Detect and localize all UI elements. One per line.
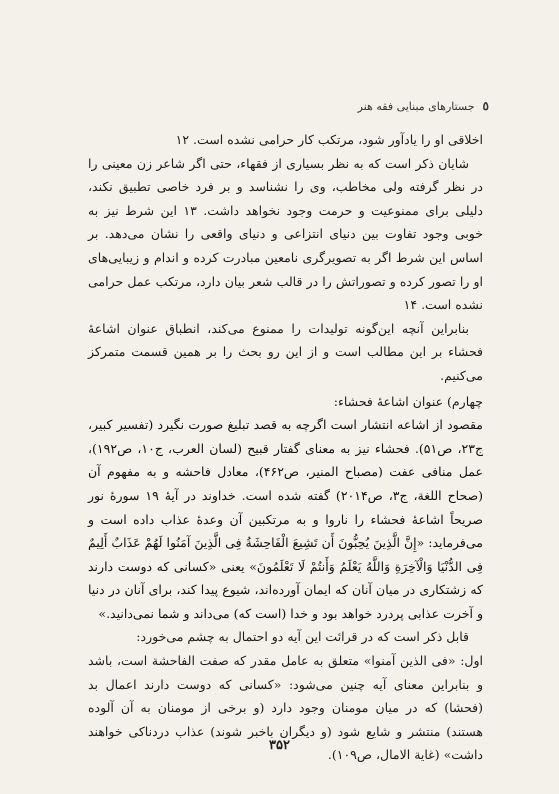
section-heading: چهارم) عنوان اشاعهٔ فحشاء: (333, 393, 483, 409)
body-text (88, 128, 483, 767)
paragraph-definition: مقصود از اشاعه انتشار است اگرچه به قصد تبلیغ صورت نگیرد (تفسیر کبیر، ج۲۳، ص۵۱). فحشاء نیز به معنای گفتار قبیح (لسان العرب، ج۱۰، ص۱۹۲)، عمل منافی عفت (مصباح المنیر، ص۴۶۲)، معادل فاحشه و به مفهوم آن (صحاح اللغة، ج۳، ص۲۰۱۴) گفته شده است. خداوند در آیهٔ ۱۹ سورهٔ نور صریحاً اشاعهٔ فحشاء را ناروا و به مرتکبین آن وعدهٔ عذاب داده است و می‌فرماید: «إِنَّ الَّذِینَ یُحِبُّونَ أَن تَشِیعَ الْفَاحِشَةُ فِی الَّذِینَ آمَنُوا لَهُمْ عَذَابٌ أَلِیمٌ فِی الدُّنْیَا وَالْآخِرَةِ وَاللَّهُ یَعْلَمُ وَأَنتُمْ لَا تَعْلَمُونَ» یعنی «کسانی که دوست دارند که زشتکاری در میان آنان که ایمان آورده‌اند، شیوع پیدا کند، برای آنان در دنیا و آخرت عذابی پردرد خواهد بود و خدا (است که) می‌داند و شما نمی‌دانید.» (88, 417, 484, 621)
paragraph-first-reading: اول: «فی الذین آمنوا» متعلق به عامل مقدر که صفت الفاحشة است، باشد و بنابراین معنای آیه چنین می‌شود: «کسانی که دوست دارند اعمال بد (فحشا) که در میان مومنان وجود دارد (و برخی از مومنان به آن آلوده هستند) منتشر و شایع شود (و دیگران باخبر شوند) عذاب دردناکی خواهند داشت» (غایة الامال، ص۱۰۹). (88, 653, 483, 763)
header-page-mark: ٥ (482, 99, 489, 113)
paragraph-poet-condition: شایان ذکر است که به نظر بسیاری از فقهاء، حتی اگر شاعر زن معینی را در نظر گرفته ولی مخاطب، وی را نشناسد و بر فرد خاصی تطبیق نکند، دلیلی برای ممنوعیت و حرمت وجود نخواهد داشت. ۱۳ این شرط نیز به خوبی وجود تفاوت بین دنیای انتزاعی و دنیای واقعی را نشان می‌دهد. بر اساس این شرط اگر به تصویرگری نامعین مبادرت کرده و اندام و زیبایی‌های او را تصور کرده و تصوراتش را در قالب شعر بیان دارد، مرتکب عمل حرامی نشده است. ۱۴ (88, 155, 483, 313)
running-header (90, 96, 489, 116)
running-title: جستارهای مبنایی فقه هنر (357, 99, 475, 113)
paragraph-conclusion: بنابراین آنچه این‌گونه تولیدات را ممنوع می‌کند، انطباق عنوان اشاعهٔ فحشاء بر این مطالب است و از این رو بحث را بر همین قسمت متمرکز می‌کنیم. (88, 320, 483, 383)
paragraph-reading-note: قابل ذکر است که در قرائت این آیه دو احتمال به چشم می‌خورد: (136, 629, 469, 645)
page-number: ۳۵۲ (269, 738, 290, 753)
paragraph-continuation: اخلاقی او را یادآور شود، مرتکب کار حرامی نشده است. ۱۲ (175, 132, 483, 147)
